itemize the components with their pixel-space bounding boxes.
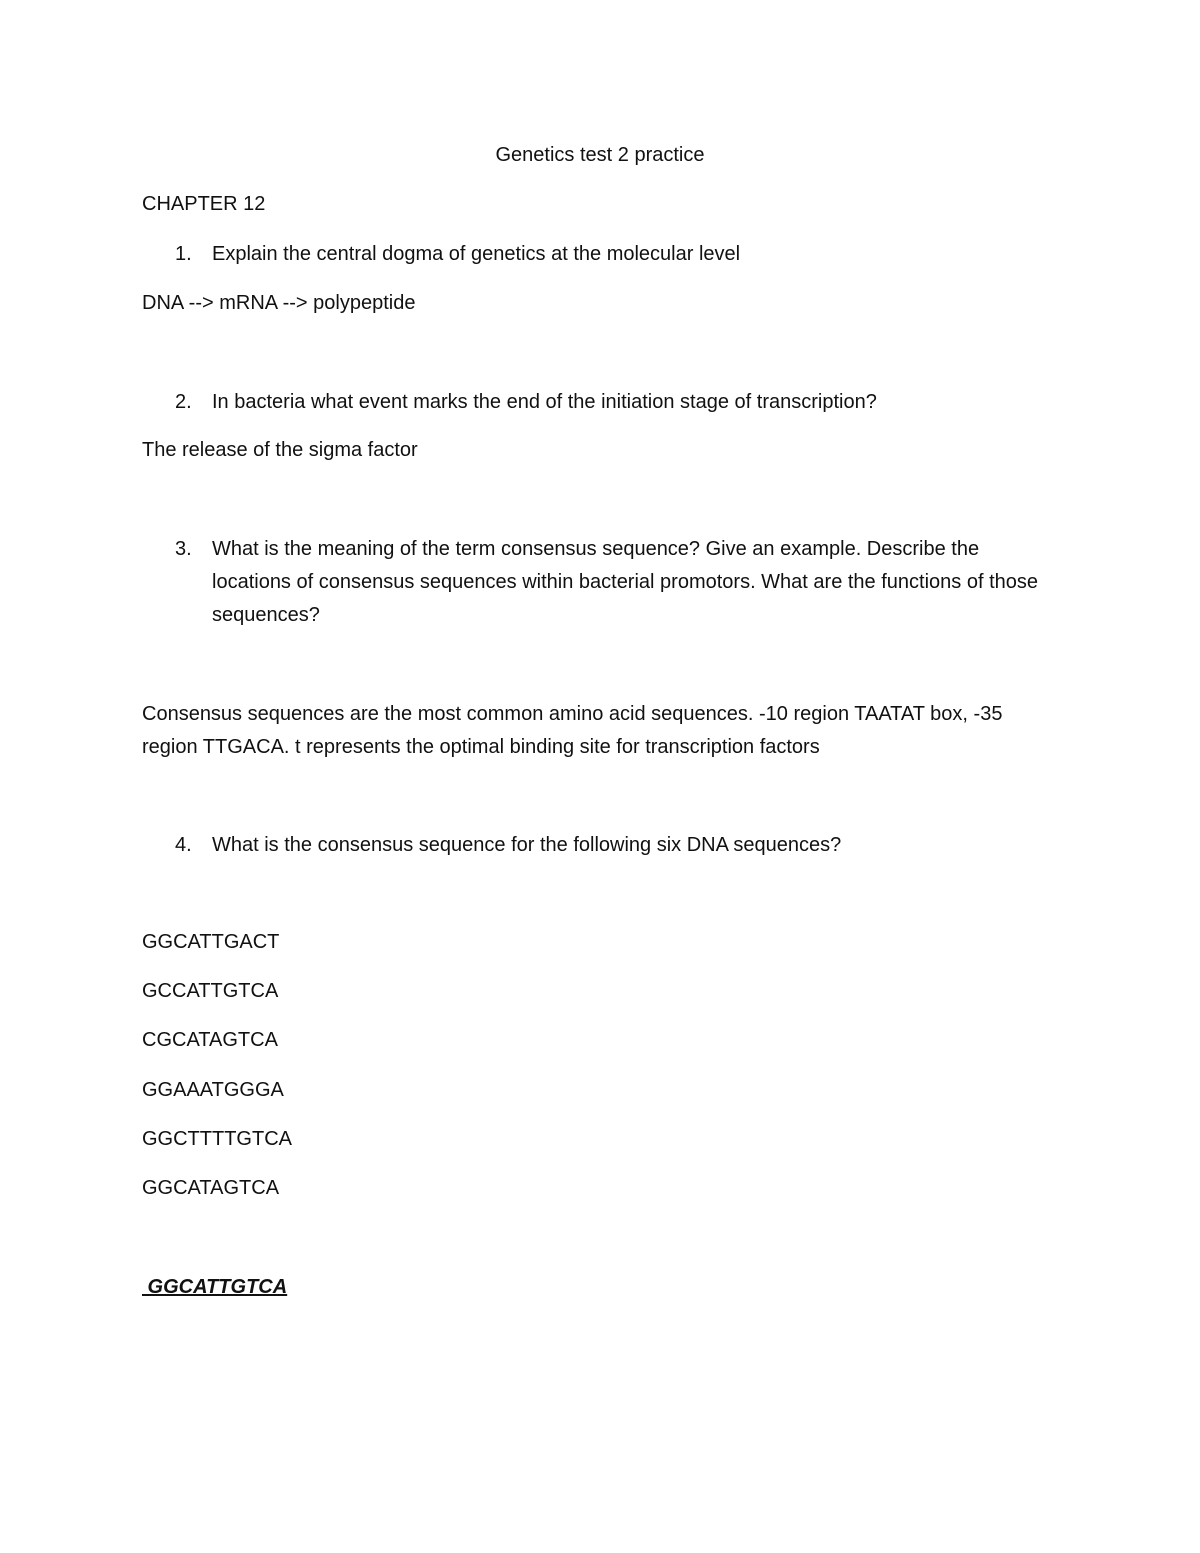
question-text: In bacteria what event marks the end of the initiation stage of transcription?: [212, 391, 877, 413]
question-number: 1.: [175, 243, 192, 265]
dna-sequence: GGCATTGACT: [142, 931, 280, 953]
question-text: Explain the central dogma of genetics at the molecular level: [212, 243, 741, 265]
answer-2: The release of the sigma factor: [142, 439, 418, 461]
answer-1: DNA --> mRNA --> polypeptide: [142, 292, 416, 314]
dna-sequence: GGCATAGTCA: [142, 1177, 280, 1199]
chapter-heading: CHAPTER 12: [142, 193, 266, 215]
document-title: Genetics test 2 practice: [495, 144, 705, 166]
question-number: 3.: [175, 538, 192, 560]
question-number: 2.: [175, 391, 192, 413]
consensus-answer: GGCATTGTCA: [142, 1276, 288, 1298]
question-text: What is the meaning of the term consensus sequence? Give an example. Describe the locations of consensus sequences within bacterial promotors. What are the functions of those sequences?: [212, 538, 1039, 626]
dna-sequence: GCCATTGTCA: [142, 980, 279, 1002]
dna-sequence: GGAAATGGGA: [142, 1079, 284, 1101]
question-text: What is the consensus sequence for the following six DNA sequences?: [212, 834, 842, 856]
dna-sequence: CGCATAGTCA: [142, 1029, 278, 1051]
question-number: 4.: [175, 834, 192, 856]
answer-3: Consensus sequences are the most common amino acid sequences. -10 region TAATAT box, -35 region TTGACA. t represents the optimal binding site for transcription factors: [142, 703, 1003, 758]
dna-sequence: GGCTTTTGTCA: [142, 1128, 292, 1150]
